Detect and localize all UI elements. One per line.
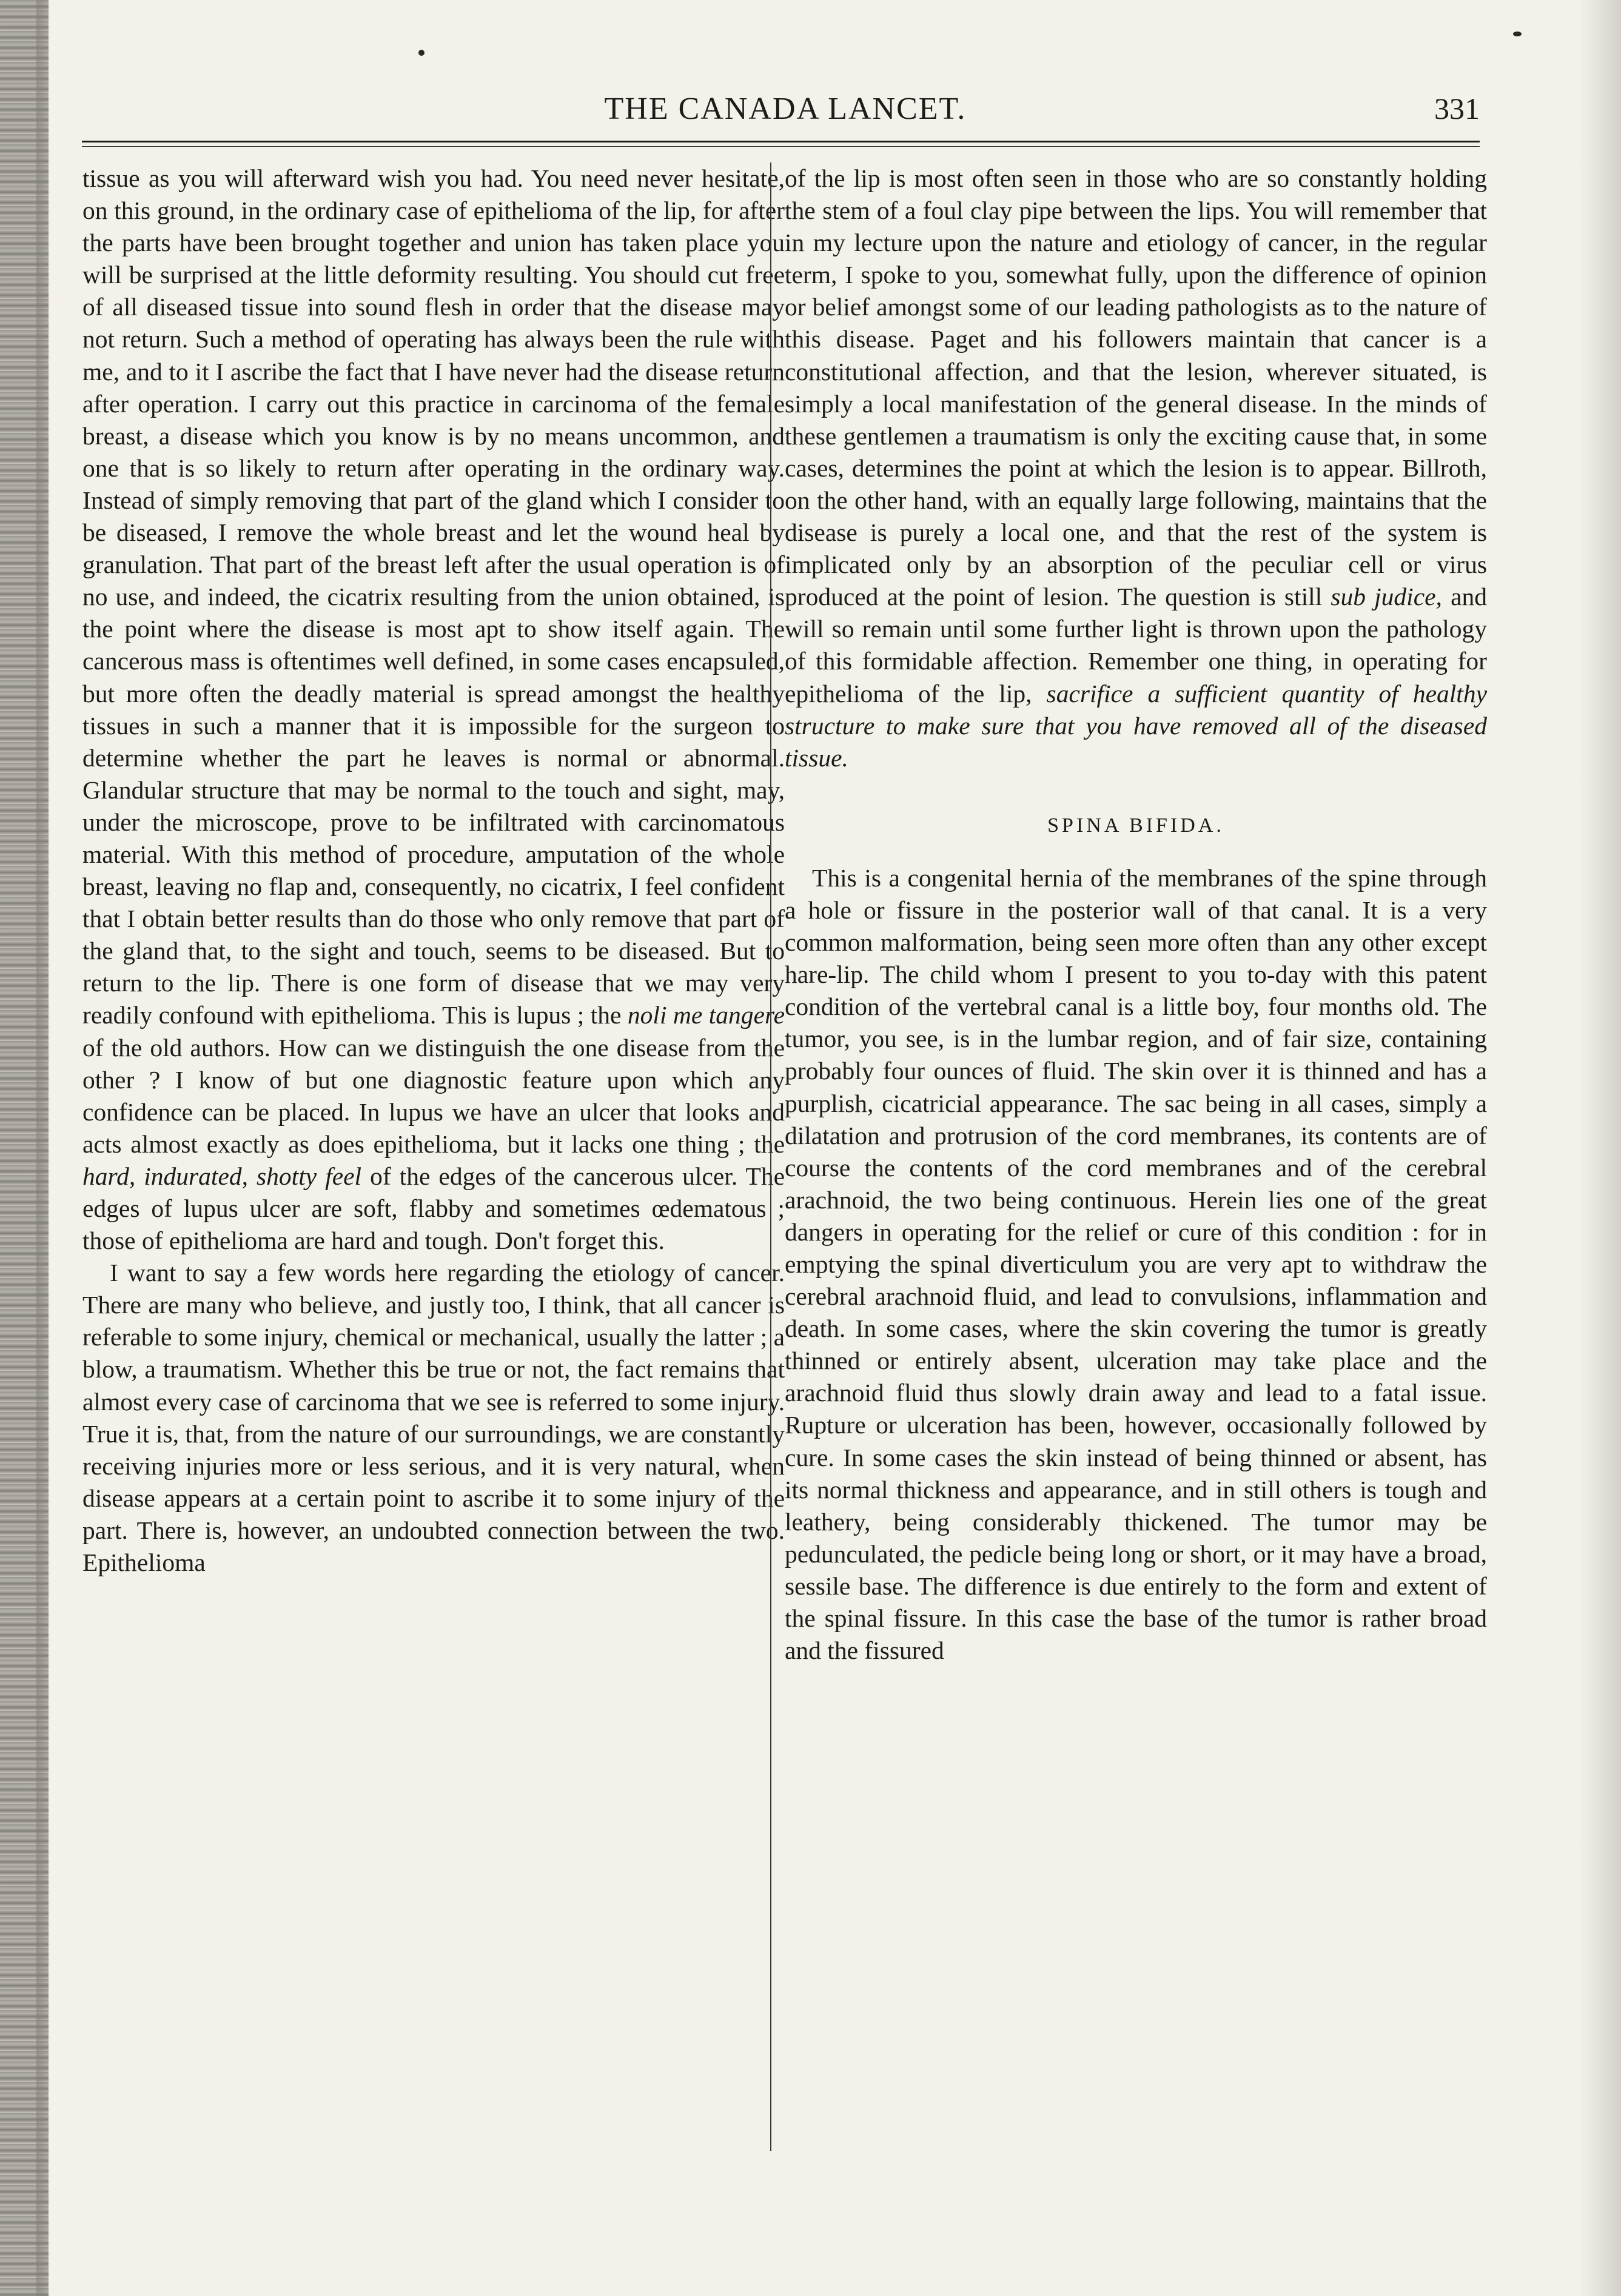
paragraph: This is a congenital hernia of the membranes of the spine through a hole or fissure in the posterior wall of that canal. It is a very common malformation, being seen more often than any other except hare-lip. The child whom I present to you to-day with this patent condition of the vertebral canal is a little boy, four months old. The tumor, you see, is in the lumbar region, and of fair size, containing probably four ounces of fluid. The skin over it is thinned and has a purplish, cicatricial appearance. The sac being in all cases, simply a dilatation and protrusion of the cord membranes, its contents are of course the contents of the cord membranes and of the cerebral arachnoid, the two being continuous. Herein lies one of the great dangers in operating for the relief or cure of this condition : for in emptying the spinal diverticulum you are very apt to withdraw the cerebral arachnoid fluid, and lead to convulsions, inflammation and death. In some cases, where the skin covering the tumor is greatly thinned or entirely absent, ulceration may take place and the arachnoid fluid thus slowly drain away and lead to a fatal issue. Rupture or ulceration has been, however, occasionally followed by cure. In some cases the skin instead of being thinned or absent, has its normal thickness and appearance, and in still others is tough and leathery, being considerably thickened. The tumor may be pedunculated, the pedicle being long or short, or it may have a broad, sessile base. The difference is due entirely to the form and extent of the spinal fissure. In this case the base of the tumor is rather broad and the fissured [785, 863, 1487, 1665]
page-number: 331 [1434, 92, 1480, 126]
right-column [785, 162, 1487, 1667]
section-heading: SPINA BIFIDA. [1047, 814, 1224, 837]
paragraph [785, 162, 1487, 774]
page-header [91, 91, 1480, 139]
italic-phrase: sub judice, [1331, 583, 1442, 611]
header-rule [82, 141, 1480, 142]
column-divider [770, 162, 771, 2151]
binding-edge [0, 0, 49, 2296]
paragraph-text: of the lip is most often seen in those who are so constantly holding the stem of a foul clay pipe between the lips. You will remember that in my lecture upon the nature and etiology of cancer, in the regular term, I spoke to you, somewhat fully, upon the difference of opinion or belief amongst some of our leading pathologists as to the nature of this disease. Paget and his followers maintain that cancer is a constitutional affection, and that the lesion, wherever situated, is simply a local manifestation of the general disease. In the minds of these gentlemen a traumatism is only the exciting cause that, in some cases, determines the point at which the lesion is to appear. Billroth, on the other hand, with an equally large following, maintains that the disease is purely a local one, and that the rest of the system is implicated only by an absorption of the peculiar cell or virus produced at the point of lesion. The question is still [785, 164, 1487, 611]
header-rule-thin [82, 146, 1480, 147]
paragraph-text: of the old authors. How can we distinguish the one disease from the other ? I know of but one diagnostic feature upon which any confidence can be placed. In lupus we have an ulcer that looks and acts almost exactly as does epithelioma, but it lacks one thing ; the [82, 1033, 785, 1158]
italic-phrase: noli me tangere [627, 1001, 785, 1029]
page-edge [1579, 0, 1621, 2296]
italic-phrase: sacrifice a sufficient quantity of healthy structure to make sure that you have removed all of the diseased tissue. [785, 679, 1487, 772]
paragraph-text: of the edges of the cancerous ulcer. The edges of lupus ulcer are soft, flabby and sometimes œdematous ; those of epithelioma are hard and tough. Don't forget this. [82, 1162, 785, 1255]
paragraph-text: tissue as you will afterward wish you had. You need never hesitate, on this ground, in the ordinary case of epithelioma of the lip, for after the parts have been brought together and union has taken place you will be surprised at the little deformity resulting. You should cut free of all diseased tissue into sound flesh in order that the disease may not return. Such a method of operating has always been the rule with me, and to it I ascribe the fact that I have never had the disease return after operation. I carry out this practice in carcinoma of the female breast, a disease which you know is by no means uncommon, and one that is so likely to return after operating in the ordinary way. Instead of simply removing that part of the gland which I consider to be diseased, I remove the whole breast and let the wound heal by granulation. That part of the breast left after the usual operation is of no use, and indeed, the cicatrix resulting from the union obtained, is the point where the disease is most apt to show itself again. The cancerous mass is oftentimes well defined, in some cases encapsuled, but more often the deadly material is spread amongst the healthy tissues in such a manner that it is impossible for the surgeon to determine whether the part he leaves is normal or abnormal. Glandular structure that may be normal to the touch and sight, may, under the microscope, prove to be infiltrated with carcinomatous material. With this method of procedure, amputation of the whole breast, leaving no flap and, consequently, no cicatrix, I feel confident that I obtain better results than do those who only remove that part of the gland that, to the sight and touch, seems to be diseased. But to return to the lip. There is one form of disease that we may very readily confound with epithelioma. This is lupus ; the [82, 164, 785, 1029]
ink-speck [1513, 32, 1522, 36]
running-head: THE CANADA LANCET. [604, 92, 967, 126]
paragraph: I want to say a few words here regarding the etiology of cancer. There are many who believe, and justly too, I think, that all cancer is referable to some injury, chemical or mechanical, usually the latter ; a blow, a traumatism. Whether this be true or not, the fact remains that almost every case of carcinoma that we see is referred to some injury. True it is, that, from the nature of our surroundings, we are constantly receiving injuries more or less serious, and it is very natural, when disease appears at a certain point to ascribe it to some injury of the part. There is, however, an undoubted connection between the two. Epithelioma [82, 1259, 785, 1577]
paragraph-text: and will so remain until some further light is thrown upon the pathology of this formidable affection. Remember one thing, in operating for epithelioma of the lip, [785, 583, 1488, 708]
left-column [82, 162, 785, 1579]
paragraph [82, 162, 785, 1257]
italic-phrase: hard, indurated, shotty feel [82, 1162, 362, 1190]
ink-speck [418, 50, 425, 56]
